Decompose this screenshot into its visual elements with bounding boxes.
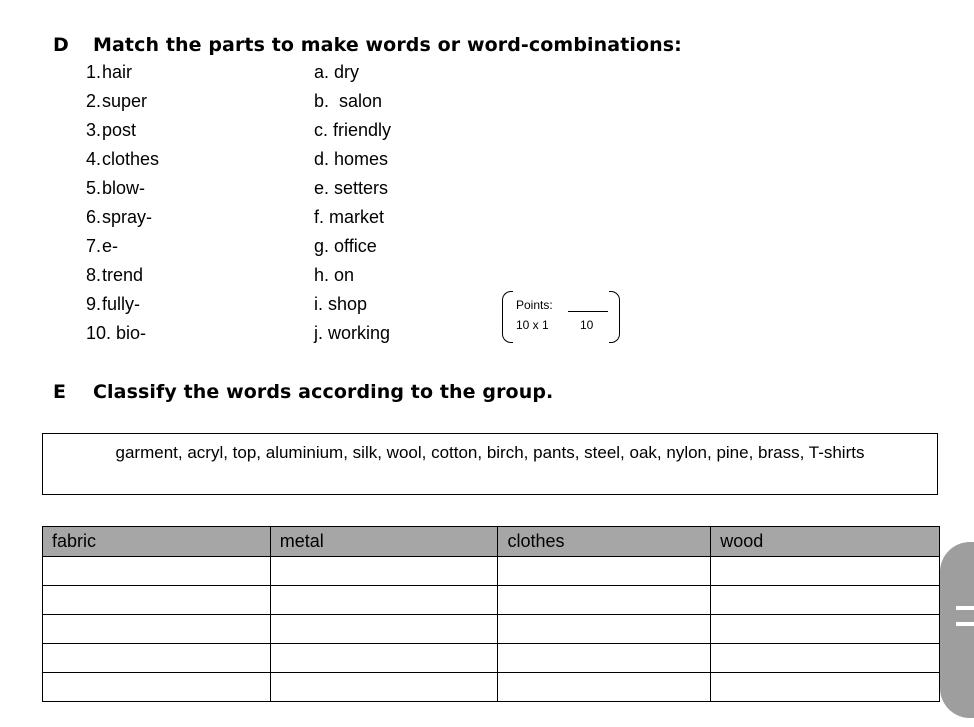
right-item: i. shop: [314, 294, 368, 314]
left-item: 2.super: [86, 91, 148, 111]
right-item: b. salon: [314, 91, 383, 111]
right-item: g. office: [314, 236, 377, 256]
word-parts-list: [86, 58, 159, 348]
section-d-letter: D: [53, 34, 69, 56]
table-row: [43, 644, 940, 673]
answer-cell[interactable]: [43, 615, 271, 644]
section-d-heading: [53, 34, 682, 56]
left-item: 4.clothes: [86, 149, 160, 169]
left-item: 10. bio-: [86, 323, 147, 343]
answer-cell[interactable]: [43, 673, 271, 702]
right-item: d. homes: [314, 149, 389, 169]
table-row: [43, 586, 940, 615]
answer-cell[interactable]: [498, 673, 711, 702]
left-item: 3.post: [86, 120, 137, 140]
word-endings-list: [314, 58, 391, 348]
left-bracket: [502, 291, 513, 343]
table-header-row: [43, 527, 940, 557]
col-header-wood: wood: [711, 527, 940, 557]
answer-cell[interactable]: [498, 586, 711, 615]
col-header-metal: metal: [270, 527, 498, 557]
right-item: h. on: [314, 265, 355, 285]
answer-cell[interactable]: [498, 557, 711, 586]
word-bank: garment, acryl, top, aluminium, silk, wool, cotton, birch, pants, steel, oak, nylon, pine, brass, T-shirts: [42, 433, 938, 495]
answer-cell[interactable]: [270, 673, 498, 702]
col-header-clothes: clothes: [498, 527, 711, 557]
points-box: [502, 291, 620, 343]
answer-cell[interactable]: [498, 644, 711, 673]
section-e-heading: [53, 381, 553, 403]
answer-cell[interactable]: [43, 586, 271, 615]
classification-table: [42, 526, 940, 702]
answer-cell[interactable]: [270, 615, 498, 644]
right-item: f. market: [314, 207, 385, 227]
answer-cell[interactable]: [711, 586, 940, 615]
section-e-title: Classify the words according to the group.: [93, 381, 554, 403]
right-item: j. working: [314, 323, 391, 343]
points-label: Points:: [516, 298, 553, 312]
answer-cell[interactable]: [711, 615, 940, 644]
answer-cell[interactable]: [43, 557, 271, 586]
table-row: [43, 673, 940, 702]
tab-line: [956, 606, 974, 610]
points-calc: 10 x 1: [516, 318, 549, 332]
right-bracket: [609, 291, 620, 343]
answer-cell[interactable]: [270, 586, 498, 615]
left-item: 7.e-: [86, 236, 119, 256]
answer-cell[interactable]: [270, 644, 498, 673]
answer-cell[interactable]: [711, 644, 940, 673]
points-max: 10: [580, 318, 594, 332]
table-row: [43, 557, 940, 586]
right-item: c. friendly: [314, 120, 392, 140]
answer-cell[interactable]: [43, 644, 271, 673]
answer-cell[interactable]: [270, 557, 498, 586]
left-item: 9.fully-: [86, 294, 141, 314]
tab-line: [956, 622, 974, 626]
answer-cell[interactable]: [498, 615, 711, 644]
table-row: [43, 615, 940, 644]
left-item: 5.blow-: [86, 178, 146, 198]
side-tab[interactable]: [940, 542, 974, 718]
points-answer-line[interactable]: [568, 311, 608, 312]
right-item: e. setters: [314, 178, 389, 198]
answer-cell[interactable]: [711, 673, 940, 702]
col-header-fabric: fabric: [43, 527, 271, 557]
left-item: 8.trend: [86, 265, 144, 285]
left-item: 6.spray-: [86, 207, 153, 227]
left-item: 1.hair: [86, 62, 133, 82]
answer-cell[interactable]: [711, 557, 940, 586]
right-item: a. dry: [314, 62, 360, 82]
section-d-title: Match the parts to make words or word-combinations:: [93, 34, 682, 56]
section-e-letter: E: [53, 381, 67, 403]
